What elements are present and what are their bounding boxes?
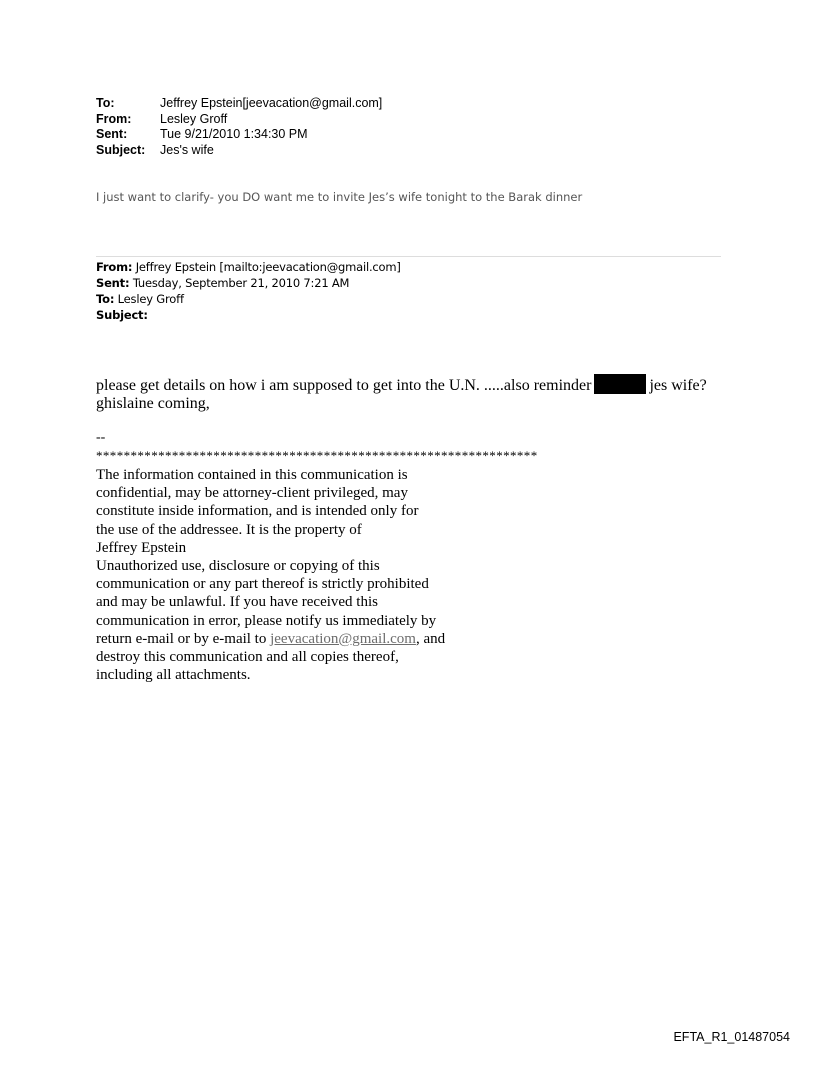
disclaimer-line: and may be unlawful. If you have received this [96,594,378,611]
disclaimer-line-with-link [96,630,445,648]
body-line-1-end: jes wife? [649,377,707,394]
signature-stars: **************************************************************** [96,448,538,463]
confidentiality-disclaimer [96,466,445,684]
header-sent-row [96,127,382,143]
original-subject-row [96,307,401,323]
disclaimer-line: The information contained in this communication is [96,467,408,483]
to-label: To: [96,96,115,110]
disclaimer-line: destroy this communication and all copies thereof, [96,649,399,666]
original-subject-label: Subject: [96,308,148,322]
disclaimer-line: the use of the addressee. It is the property of [96,521,362,538]
disclaimer-line: communication in error, please notify us immediately by [96,612,437,629]
original-to-row [96,291,401,307]
original-message-header [96,259,401,323]
body-line-1 [96,374,707,395]
header-subject-row [96,143,382,159]
email-link[interactable]: jeevacation@gmail.com [270,630,416,647]
sent-label: Sent: [96,127,128,141]
subject-value: Jes's wife [160,142,214,157]
disclaimer-line: Unauthorized use, disclosure or copying of this [96,558,380,575]
disclaimer-line: communication or any part thereof is strictly prohibited [96,576,429,593]
body-line-2: ghislaine coming, [96,395,210,412]
email-header [96,96,382,158]
disclaimer-line: including all attachments. [96,667,251,684]
disclaimer-line: confidential, may be attorney-client privileged, may [96,485,408,502]
original-to-label: To: [96,292,115,306]
quote-divider [96,256,721,257]
reply-message: I just want to clarify- you DO want me to invite Jes’s wife tonight to the Barak dinner [96,190,583,204]
sent-value: Tue 9/21/2010 1:34:30 PM [160,127,308,141]
original-sent-row [96,275,401,291]
redaction-box [594,374,646,394]
from-value: Lesley Groff [160,111,228,126]
original-sent-value: Tuesday, September 21, 2010 7:21 AM [129,276,350,290]
signature-dashes: -- [96,430,106,445]
original-from-row [96,259,401,275]
to-value: Jeffrey Epstein[jeevacation@gmail.com] [160,96,383,110]
original-to-value: Lesley Groff [114,292,184,306]
message-body [96,374,707,413]
body-line-1-text: please get details on how i am supposed to get into the U.N. .....also reminder [96,377,592,394]
original-sent-label: Sent: [96,276,130,290]
original-from-label: From: [96,260,133,274]
disclaimer-line-text-end: , and [415,630,446,647]
from-label: From: [96,111,132,126]
disclaimer-line-text: return e-mail or by e-mail to [96,630,271,647]
header-to-row [96,96,382,112]
disclaimer-line: Jeffrey Epstein [96,539,187,556]
subject-label: Subject: [96,142,146,157]
document-id: EFTA_R1_01487054 [673,1030,790,1044]
header-from-row [96,112,382,128]
disclaimer-line: constitute inside information, and is intended only for [96,503,419,520]
original-from-value: Jeffrey Epstein [mailto:jeevacation@gmail.com] [132,260,401,274]
